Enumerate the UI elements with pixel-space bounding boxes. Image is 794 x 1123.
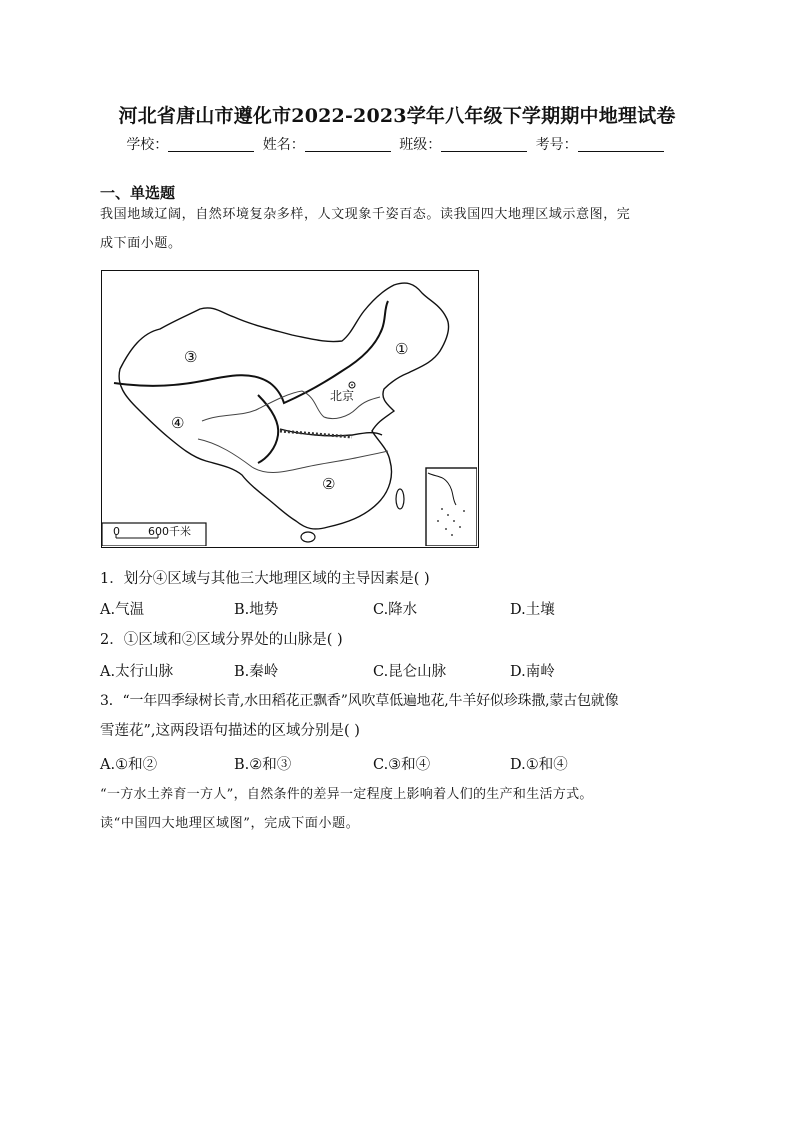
q3-option-b[interactable]: B.②和③ [234,757,292,773]
q1-option-b[interactable]: B.地势 [234,602,279,618]
region-label-3: ③ [184,348,198,366]
section-heading: 一、单选题 [100,184,176,202]
question-3-line-1: 3．“一年四季绿树长青,水田稻花正飘香”风吹草低遍地花,牛羊好似珍珠撒,蒙古包就像 [100,693,619,709]
q3-option-c[interactable]: C.③和④ [373,757,431,773]
question-2-options [100,660,660,682]
question-3-options [100,753,660,775]
class-label: 班级： [399,137,442,153]
intro-2-line-2: 读“中国四大地理区域图”，完成下面小题。 [100,816,360,831]
boundary-plateau [258,395,278,463]
beijing-label: 北京 [330,389,355,403]
question-3-stem [100,686,700,746]
question-3-line-2: 雪莲花”,这两段语句描述的区域分别是( ) [100,723,360,739]
region-label-4: ④ [171,414,185,432]
exam-number-label: 考号： [535,137,578,153]
boundary-qinling [280,429,382,436]
region-label-1: ① [395,340,409,358]
intro-2-line-1: “一方水土养育一方人”，自然条件的差异一定程度上影响着人们的生产和生活方式。 [100,787,593,802]
china-outline [119,283,448,529]
boundary-northwest [114,301,388,403]
class-blank [441,137,527,152]
q3-option-a[interactable]: A.①和② [100,757,158,773]
school-blank [168,137,254,152]
q1-option-a[interactable]: A.气温 [100,602,145,618]
intro-paragraph-1 [100,200,700,258]
q2-option-b[interactable]: B.秦岭 [234,664,279,680]
school-label: 学校： [126,137,169,153]
q2-option-d[interactable]: D.南岭 [510,664,555,680]
intro-1-line-2: 成下面小题。 [100,236,182,251]
intro-1-line-1: 我国地域辽阔，自然环境复杂多样，人文现象千姿百态。读我国四大地理区域示意图，完 [100,207,631,222]
name-blank [305,137,391,152]
q1-option-d[interactable]: D.土壤 [510,602,555,618]
hainan-island [301,532,315,542]
q2-option-a[interactable]: A.太行山脉 [100,664,174,680]
scale-text: 600千米 [148,525,191,538]
exam-number-blank [578,137,664,152]
q2-option-c[interactable]: C.昆仑山脉 [373,664,447,680]
page-title: 河北省唐山市遵化市2022-2023学年八年级下学期期中地理试卷 [118,105,676,127]
question-1-options [100,598,660,620]
china-regions-map [101,270,479,548]
question-1-stem: 1．划分④区域与其他三大地理区域的主导因素是( ) [100,571,430,587]
q1-option-c[interactable]: C.降水 [373,602,418,618]
taiwan-island [396,489,404,509]
map-figure [102,271,477,546]
scale-zero: 0 [113,525,120,538]
intro-paragraph-2 [100,780,700,838]
question-2-stem: 2．①区域和②区域分界处的山脉是( ) [100,632,343,648]
q3-option-d[interactable]: D.①和④ [510,757,568,773]
student-info-line [0,134,794,154]
region-label-2: ② [322,475,336,493]
name-label: 姓名： [262,137,305,153]
